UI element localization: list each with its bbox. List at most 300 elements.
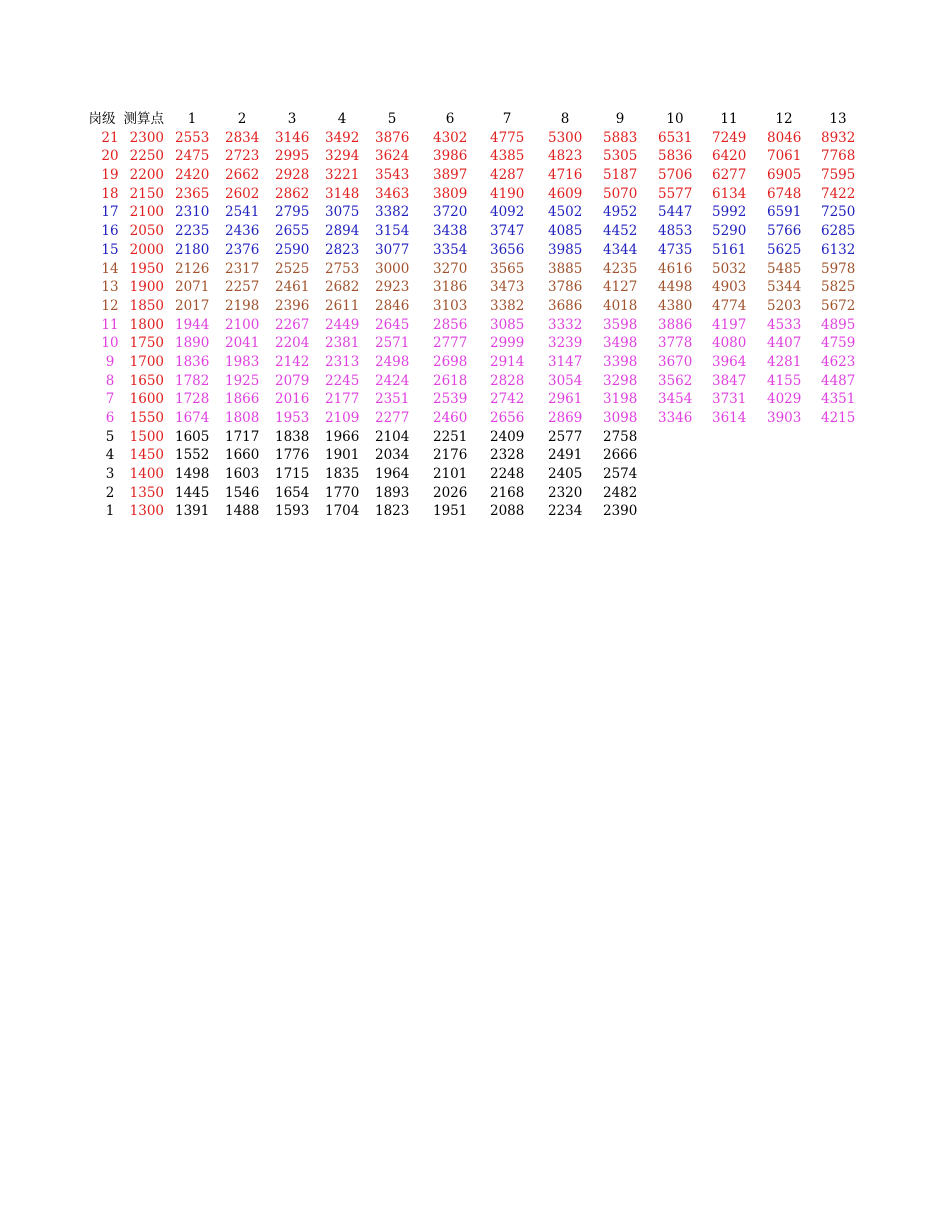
salary-cell: 3148 [325,185,360,202]
salary-cell: 1835 [325,466,360,483]
salary-cell: 2823 [325,241,360,258]
salary-cell: 5706 [658,167,693,184]
salary-cell: 3747 [490,223,525,240]
salary-cell: 2666 [603,447,638,464]
salary-cell: 2723 [225,148,260,165]
salary-cell: 4735 [658,241,693,258]
salary-cell: 3885 [548,260,583,277]
point-cell: 2300 [129,129,164,146]
salary-cell: 2846 [375,297,410,314]
table-row [0,390,950,409]
salary-cell: 8932 [821,129,856,146]
salary-cell: 1808 [225,410,260,426]
grade-cell: 18 [101,185,119,202]
salary-cell: 2071 [175,279,210,296]
salary-cell: 1488 [225,503,260,520]
salary-cell: 3656 [490,241,525,258]
step-column-header: 4 [337,111,347,127]
grade-cell: 14 [101,260,119,277]
salary-cell: 3075 [325,204,360,221]
salary-cell: 2088 [490,503,525,520]
point-cell: 2200 [129,167,164,184]
salary-cell: 1717 [225,428,260,445]
grade-cell: 7 [105,391,115,408]
salary-cell: 3000 [375,260,410,277]
grade-cell: 20 [101,148,119,165]
salary-cell: 3670 [658,353,693,370]
salary-cell: 2894 [325,223,360,240]
salary-cell: 2449 [325,316,360,333]
salary-cell: 2168 [490,484,525,501]
point-cell: 1400 [129,466,164,483]
salary-cell: 2541 [225,204,260,221]
grade-cell: 9 [105,353,115,370]
table-row [0,334,950,353]
salary-cell: 2795 [275,204,310,221]
salary-cell: 2109 [325,410,360,426]
salary-cell: 1603 [225,466,260,483]
salary-cell: 5161 [712,241,747,258]
salary-cell: 1660 [225,447,260,464]
salary-cell: 4609 [548,185,583,202]
salary-cell: 1901 [325,447,360,464]
table-row [0,260,950,279]
step-column-header: 8 [560,111,570,127]
salary-cell: 4281 [767,353,802,370]
salary-cell: 1391 [175,503,210,520]
salary-cell: 2235 [175,223,210,240]
table-row [0,129,950,148]
table-row [0,372,950,391]
grade-cell: 10 [101,335,119,352]
salary-cell: 2026 [433,484,468,501]
salary-cell: 2928 [275,167,310,184]
salary-cell: 4080 [712,335,747,352]
salary-cell: 2204 [275,335,310,352]
salary-cell: 4774 [712,297,747,314]
salary-cell: 2310 [175,204,210,221]
salary-cell: 7061 [767,148,802,165]
salary-cell: 5766 [767,223,802,240]
salary-cell: 2267 [275,316,310,333]
step-column-header: 12 [775,111,793,127]
table-row [0,241,950,260]
grade-cell: 19 [101,167,119,184]
salary-cell: 2180 [175,241,210,258]
salary-cell: 4616 [658,260,693,277]
salary-cell: 2482 [603,484,638,501]
grade-cell: 21 [101,129,119,146]
table-row [0,484,950,503]
salary-cell: 4235 [603,260,638,277]
salary-cell: 4385 [490,148,525,165]
salary-cell: 1944 [175,316,210,333]
salary-cell: 2461 [275,279,310,296]
salary-cell: 3186 [433,279,468,296]
salary-cell: 3346 [658,410,693,426]
salary-cell: 2328 [490,447,525,464]
table-row [0,222,950,241]
salary-cell: 4351 [821,391,856,408]
salary-cell: 2381 [325,335,360,352]
salary-cell: 7249 [712,129,747,146]
salary-cell: 3463 [375,185,410,202]
salary-cell: 5992 [712,204,747,221]
salary-cell: 5836 [658,148,693,165]
table-row [0,185,950,204]
salary-cell: 2104 [375,428,410,445]
salary-cell: 1445 [175,484,210,501]
salary-cell: 2320 [548,484,583,501]
salary-cell: 2742 [490,391,525,408]
salary-cell: 2424 [375,372,410,389]
point-cell: 1600 [129,391,164,408]
salary-cell: 2313 [325,353,360,370]
salary-cell: 3897 [433,167,468,184]
salary-cell: 6134 [712,185,747,202]
salary-cell: 2079 [275,372,310,389]
salary-cell: 3876 [375,129,410,146]
salary-cell: 1704 [325,503,360,520]
salary-cell: 4903 [712,279,747,296]
salary-cell: 2577 [548,428,583,445]
salary-cell: 3239 [548,335,583,352]
salary-cell: 2753 [325,260,360,277]
salary-cell: 3614 [712,410,747,426]
salary-cell: 4018 [603,297,638,314]
salary-cell: 4716 [548,167,583,184]
salary-cell: 4344 [603,241,638,258]
step-column-header: 11 [720,111,738,127]
salary-cell: 1953 [275,410,310,426]
point-cell: 1900 [129,279,164,296]
grade-cell: 8 [105,372,115,389]
salary-cell: 3598 [603,316,638,333]
salary-cell: 3270 [433,260,468,277]
salary-cell: 3473 [490,279,525,296]
salary-cell: 3354 [433,241,468,258]
salary-cell: 2257 [225,279,260,296]
step-column-header: 13 [829,111,847,127]
point-cell: 1300 [129,503,164,520]
salary-cell: 1593 [275,503,310,520]
table-row [0,147,950,166]
salary-cell: 3147 [548,353,583,370]
point-cell: 1800 [129,316,164,333]
salary-cell: 2834 [225,129,260,146]
salary-cell: 4190 [490,185,525,202]
point-cell: 1650 [129,372,164,389]
salary-cell: 3382 [375,204,410,221]
salary-cell: 1674 [175,410,210,426]
table-row [0,446,950,465]
salary-cell: 5577 [658,185,693,202]
salary-cell: 2525 [275,260,310,277]
point-cell: 2250 [129,148,164,165]
salary-cell: 4155 [767,372,802,389]
salary-cell: 6591 [767,204,802,221]
salary-cell: 3686 [548,297,583,314]
salary-cell: 1823 [375,503,410,520]
salary-cell: 1866 [225,391,260,408]
salary-cell: 5447 [658,204,693,221]
salary-cell: 4853 [658,223,693,240]
salary-cell: 4952 [603,204,638,221]
table-body [0,129,950,521]
salary-cell: 3720 [433,204,468,221]
point-cell: 1450 [129,447,164,464]
salary-cell: 2248 [490,466,525,483]
salary-cell: 2645 [375,316,410,333]
salary-cell: 5203 [767,297,802,314]
salary-cell: 3332 [548,316,583,333]
salary-cell: 2396 [275,297,310,314]
salary-grade-table [0,110,950,521]
table-row [0,316,950,335]
grade-cell: 5 [105,428,115,445]
salary-cell: 4533 [767,316,802,333]
grade-cell: 4 [105,447,115,464]
grade-cell: 1 [105,503,115,520]
salary-cell: 4452 [603,223,638,240]
grade-cell: 12 [101,297,119,314]
salary-cell: 2016 [275,391,310,408]
point-cell: 2100 [129,204,164,221]
salary-cell: 1546 [225,484,260,501]
salary-cell: 1770 [325,484,360,501]
salary-cell: 8046 [767,129,802,146]
salary-cell: 2198 [225,297,260,314]
point-cell: 2000 [129,241,164,258]
table-row [0,278,950,297]
step-column-header: 6 [445,111,455,127]
salary-cell: 4823 [548,148,583,165]
salary-cell: 5672 [821,297,856,314]
salary-cell: 3098 [603,410,638,426]
salary-cell: 6748 [767,185,802,202]
salary-cell: 3103 [433,297,468,314]
salary-cell: 2034 [375,447,410,464]
salary-cell: 6531 [658,129,693,146]
salary-cell: 4197 [712,316,747,333]
salary-cell: 2995 [275,148,310,165]
salary-cell: 1715 [275,466,310,483]
salary-cell: 1966 [325,428,360,445]
table-row [0,166,950,185]
salary-cell: 3298 [603,372,638,389]
salary-cell: 2317 [225,260,260,277]
salary-cell: 2245 [325,372,360,389]
salary-cell: 3294 [325,148,360,165]
table-row [0,353,950,372]
salary-cell: 5485 [767,260,802,277]
salary-cell: 2961 [548,391,583,408]
point-cell: 2050 [129,223,164,240]
salary-cell: 3624 [375,148,410,165]
salary-cell: 2101 [433,466,468,483]
salary-cell: 2574 [603,466,638,483]
salary-cell: 4287 [490,167,525,184]
salary-cell: 4502 [548,204,583,221]
salary-cell: 3054 [548,372,583,389]
salary-cell: 1838 [275,428,310,445]
salary-cell: 1951 [433,503,468,520]
salary-cell: 2436 [225,223,260,240]
point-cell: 1500 [129,428,164,445]
salary-cell: 2460 [433,410,468,426]
salary-cell: 5825 [821,279,856,296]
salary-cell: 3438 [433,223,468,240]
salary-cell: 2553 [175,129,210,146]
table-row [0,297,950,316]
salary-cell: 2491 [548,447,583,464]
salary-cell: 5344 [767,279,802,296]
grade-column-header: 岗级 [88,111,116,127]
salary-cell: 3847 [712,372,747,389]
point-cell: 1850 [129,297,164,314]
salary-cell: 2409 [490,428,525,445]
salary-cell: 1782 [175,372,210,389]
salary-cell: 2828 [490,372,525,389]
salary-cell: 2862 [275,185,310,202]
salary-cell: 2017 [175,297,210,314]
salary-cell: 3154 [375,223,410,240]
salary-cell: 3498 [603,335,638,352]
salary-cell: 2142 [275,353,310,370]
step-column-header: 2 [237,111,247,127]
salary-cell: 4215 [821,410,856,426]
salary-cell: 5978 [821,260,856,277]
grade-cell: 11 [101,316,119,333]
salary-cell: 3454 [658,391,693,408]
salary-cell: 2914 [490,353,525,370]
point-cell: 1950 [129,260,164,277]
salary-cell: 2405 [548,466,583,483]
step-column-header: 1 [187,111,197,127]
salary-cell: 2999 [490,335,525,352]
salary-cell: 6285 [821,223,856,240]
point-cell: 1700 [129,353,164,370]
salary-cell: 5300 [548,129,583,146]
salary-cell: 6420 [712,148,747,165]
salary-cell: 2923 [375,279,410,296]
salary-cell: 1893 [375,484,410,501]
salary-cell: 2177 [325,391,360,408]
salary-cell: 7250 [821,204,856,221]
salary-cell: 5883 [603,129,638,146]
table-row [0,502,950,521]
salary-cell: 2376 [225,241,260,258]
salary-cell: 2611 [325,297,360,314]
salary-cell: 4127 [603,279,638,296]
salary-cell: 2041 [225,335,260,352]
salary-cell: 4487 [821,372,856,389]
salary-cell: 3964 [712,353,747,370]
salary-cell: 7768 [821,148,856,165]
grade-cell: 13 [101,279,119,296]
salary-cell: 3146 [275,129,310,146]
salary-cell: 2682 [325,279,360,296]
salary-cell: 5187 [603,167,638,184]
salary-cell: 4759 [821,335,856,352]
grade-cell: 6 [105,410,115,426]
step-column-header: 7 [502,111,512,127]
salary-cell: 2590 [275,241,310,258]
salary-cell: 3543 [375,167,410,184]
salary-cell: 3731 [712,391,747,408]
salary-cell: 2662 [225,167,260,184]
salary-cell: 3398 [603,353,638,370]
point-column-header: 测算点 [123,111,164,127]
salary-cell: 3492 [325,129,360,146]
salary-cell: 3778 [658,335,693,352]
salary-cell: 2539 [433,391,468,408]
salary-cell: 6277 [712,167,747,184]
salary-cell: 3198 [603,391,638,408]
salary-cell: 5070 [603,185,638,202]
salary-cell: 2351 [375,391,410,408]
salary-cell: 3085 [490,316,525,333]
salary-cell: 4895 [821,316,856,333]
salary-cell: 7422 [821,185,856,202]
salary-cell: 1983 [225,353,260,370]
salary-cell: 2655 [275,223,310,240]
step-column-header: 5 [387,111,397,127]
salary-cell: 1605 [175,428,210,445]
salary-cell: 2618 [433,372,468,389]
point-cell: 1750 [129,335,164,352]
salary-cell: 5305 [603,148,638,165]
salary-cell: 5032 [712,260,747,277]
table-row [0,409,950,428]
salary-cell: 1890 [175,335,210,352]
salary-cell: 2777 [433,335,468,352]
salary-cell: 3077 [375,241,410,258]
salary-cell: 1925 [225,372,260,389]
salary-cell: 2602 [225,185,260,202]
salary-cell: 5625 [767,241,802,258]
salary-cell: 1776 [275,447,310,464]
grade-cell: 16 [101,223,119,240]
salary-cell: 4407 [767,335,802,352]
salary-cell: 4380 [658,297,693,314]
salary-cell: 7595 [821,167,856,184]
salary-cell: 2176 [433,447,468,464]
salary-cell: 1498 [175,466,210,483]
salary-cell: 2277 [375,410,410,426]
salary-cell: 3809 [433,185,468,202]
table-row [0,465,950,484]
salary-cell: 2698 [433,353,468,370]
point-cell: 1550 [129,410,164,426]
grade-cell: 15 [101,241,119,258]
salary-cell: 3221 [325,167,360,184]
salary-cell: 3562 [658,372,693,389]
salary-cell: 4302 [433,129,468,146]
salary-cell: 1552 [175,447,210,464]
salary-cell: 1654 [275,484,310,501]
salary-cell: 3382 [490,297,525,314]
salary-cell: 6905 [767,167,802,184]
grade-cell: 17 [101,204,119,221]
salary-cell: 4092 [490,204,525,221]
salary-cell: 1964 [375,466,410,483]
salary-cell: 4029 [767,391,802,408]
header-row [0,110,950,129]
table-row [0,203,950,222]
point-cell: 2150 [129,185,164,202]
salary-cell: 2100 [225,316,260,333]
